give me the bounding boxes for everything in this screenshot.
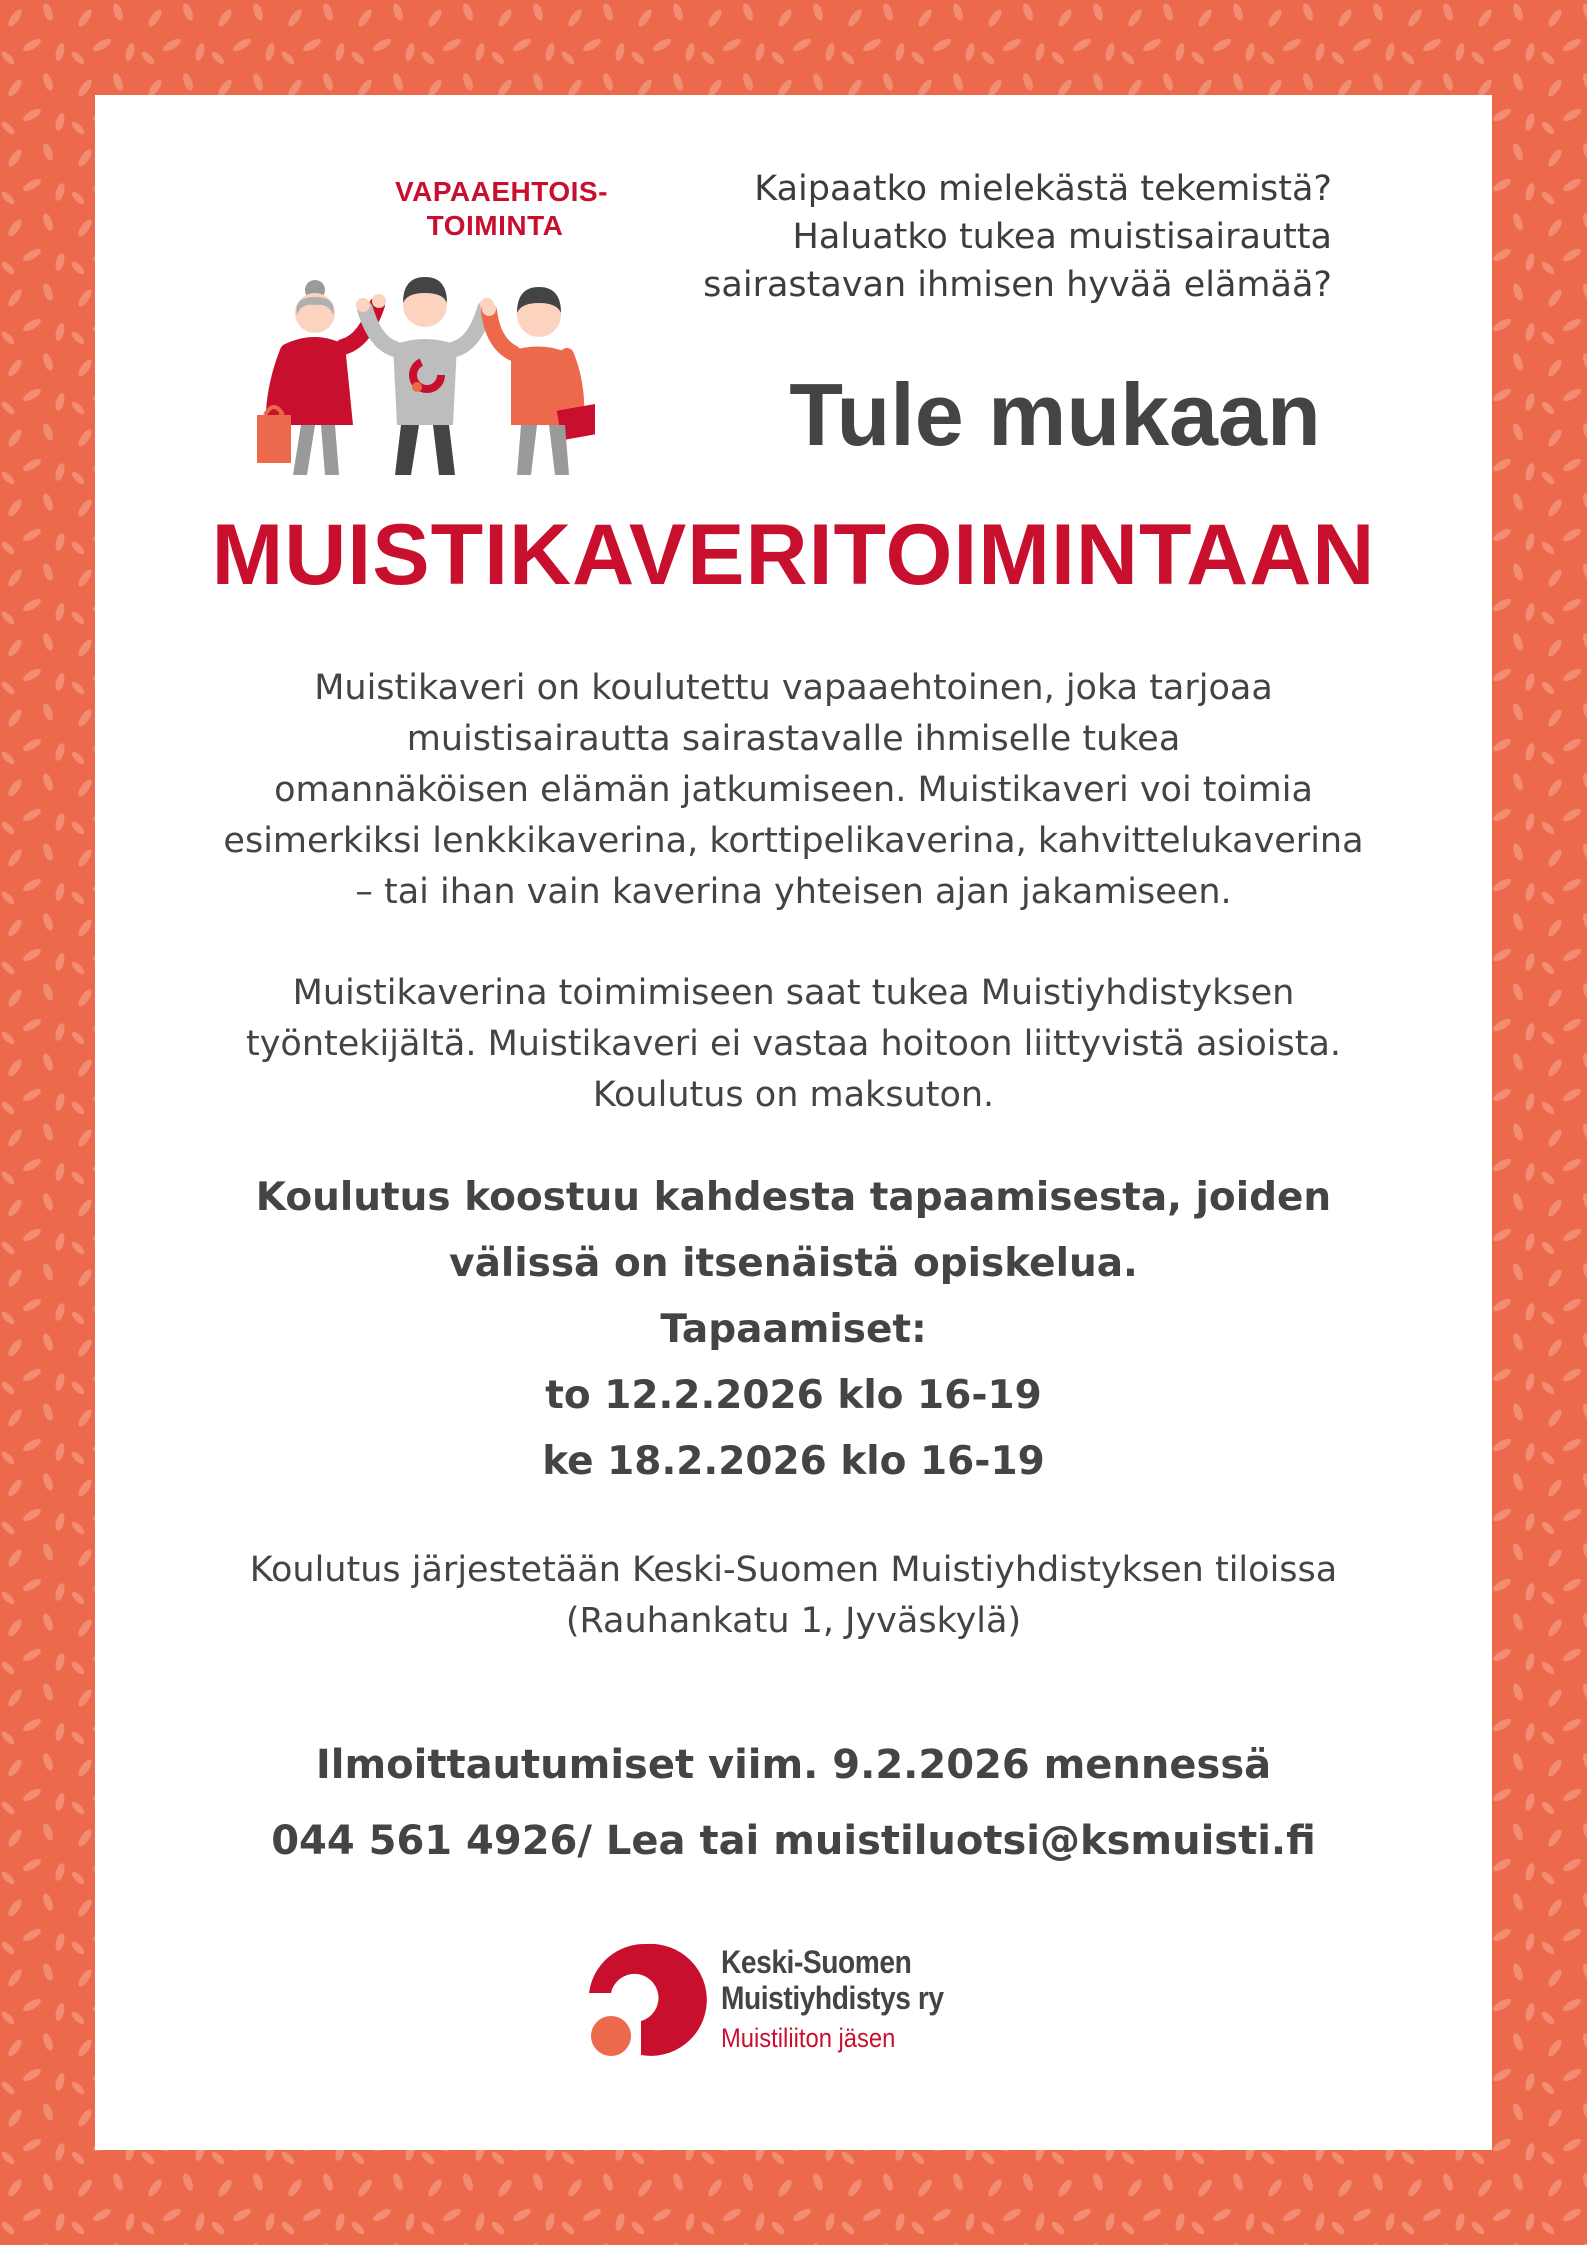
registration-deadline: Ilmoittautumiset viim. 9.2.2026 mennessä [315,1742,1272,1788]
headline-red: MUISTIKAVERITOIMINTAAN [211,507,1376,603]
organization-logo [585,1938,1015,2078]
intro-line: Haluatko tukea muistisairautta [792,217,1332,257]
paragraph-line: työntekijältä. Muistikaveri ei vastaa hoitoon liittyvistä asioista. [245,1024,1342,1064]
location-line: Koulutus järjestetään Keski-Suomen Muistiyhdistyksen tiloissa [249,1550,1338,1590]
location-address: (Rauhankatu 1, Jyväskylä) [565,1601,1022,1641]
paragraph-line: omannäköisen elämän jatkumiseen. Muistikaveri voi toimia [274,770,1313,810]
organization-name-line1: Keski-Suomen [721,1944,912,1980]
volunteer-logo-line1: VAPAAEHTOIS- [395,176,608,207]
poster-card [95,95,1492,2150]
headline: Tule mukaan [789,365,1321,464]
paragraph-line: Muistikaveri on koulutettu vapaaehtoinen, joka tarjoaa [314,668,1273,708]
organization-name [721,1944,944,2016]
paragraph-support [135,968,1452,1121]
location-info [95,1545,1492,1647]
paragraph-line: muistisairautta sairastavalle ihmiselle tukea [406,719,1181,759]
paragraph-line: Koulutus on maksuton. [592,1075,995,1115]
training-info [95,1165,1492,1495]
organization-name-line2: Muistiyhdistys ry [721,1980,944,2016]
meeting-date: ke 18.2.2026 klo 16-19 [542,1439,1045,1484]
volunteer-logo-line2: TOIMINTA [426,210,564,241]
intro-line: Kaipaatko mielekästä tekemistä? [754,169,1332,209]
meetings-heading: Tapaamiset: [660,1307,927,1352]
intro-questions [572,165,1332,309]
paragraph-description [135,663,1452,918]
contact-info [95,1727,1492,1879]
volunteer-logo-text [395,175,608,243]
meeting-date: to 12.2.2026 klo 16-19 [545,1373,1042,1418]
organization-subtitle: Muistiliiton jäsen [721,2023,896,2053]
paragraph-line: Muistikaverina toimimiseen saat tukea Muistiyhdistyksen [292,973,1295,1013]
training-line: välissä on itsenäistä opiskelua. [449,1241,1138,1286]
three-people-icon [255,255,595,475]
paragraph-line: esimerkiksi lenkkikaverina, korttipelikaverina, kahvittelukaverina [223,821,1364,861]
training-line: Koulutus koostuu kahdesta tapaamisesta, joiden [255,1175,1332,1220]
paragraph-line: – tai ihan vain kaverina yhteisen ajan jakamiseen. [355,872,1232,912]
intro-line: sairastavan ihmisen hyvää elämää? [703,265,1332,305]
contact-details: 044 561 4926/ Lea tai muistiluotsi@ksmuisti.fi [271,1818,1316,1864]
muistiliitto-logo-icon [585,1938,709,2062]
